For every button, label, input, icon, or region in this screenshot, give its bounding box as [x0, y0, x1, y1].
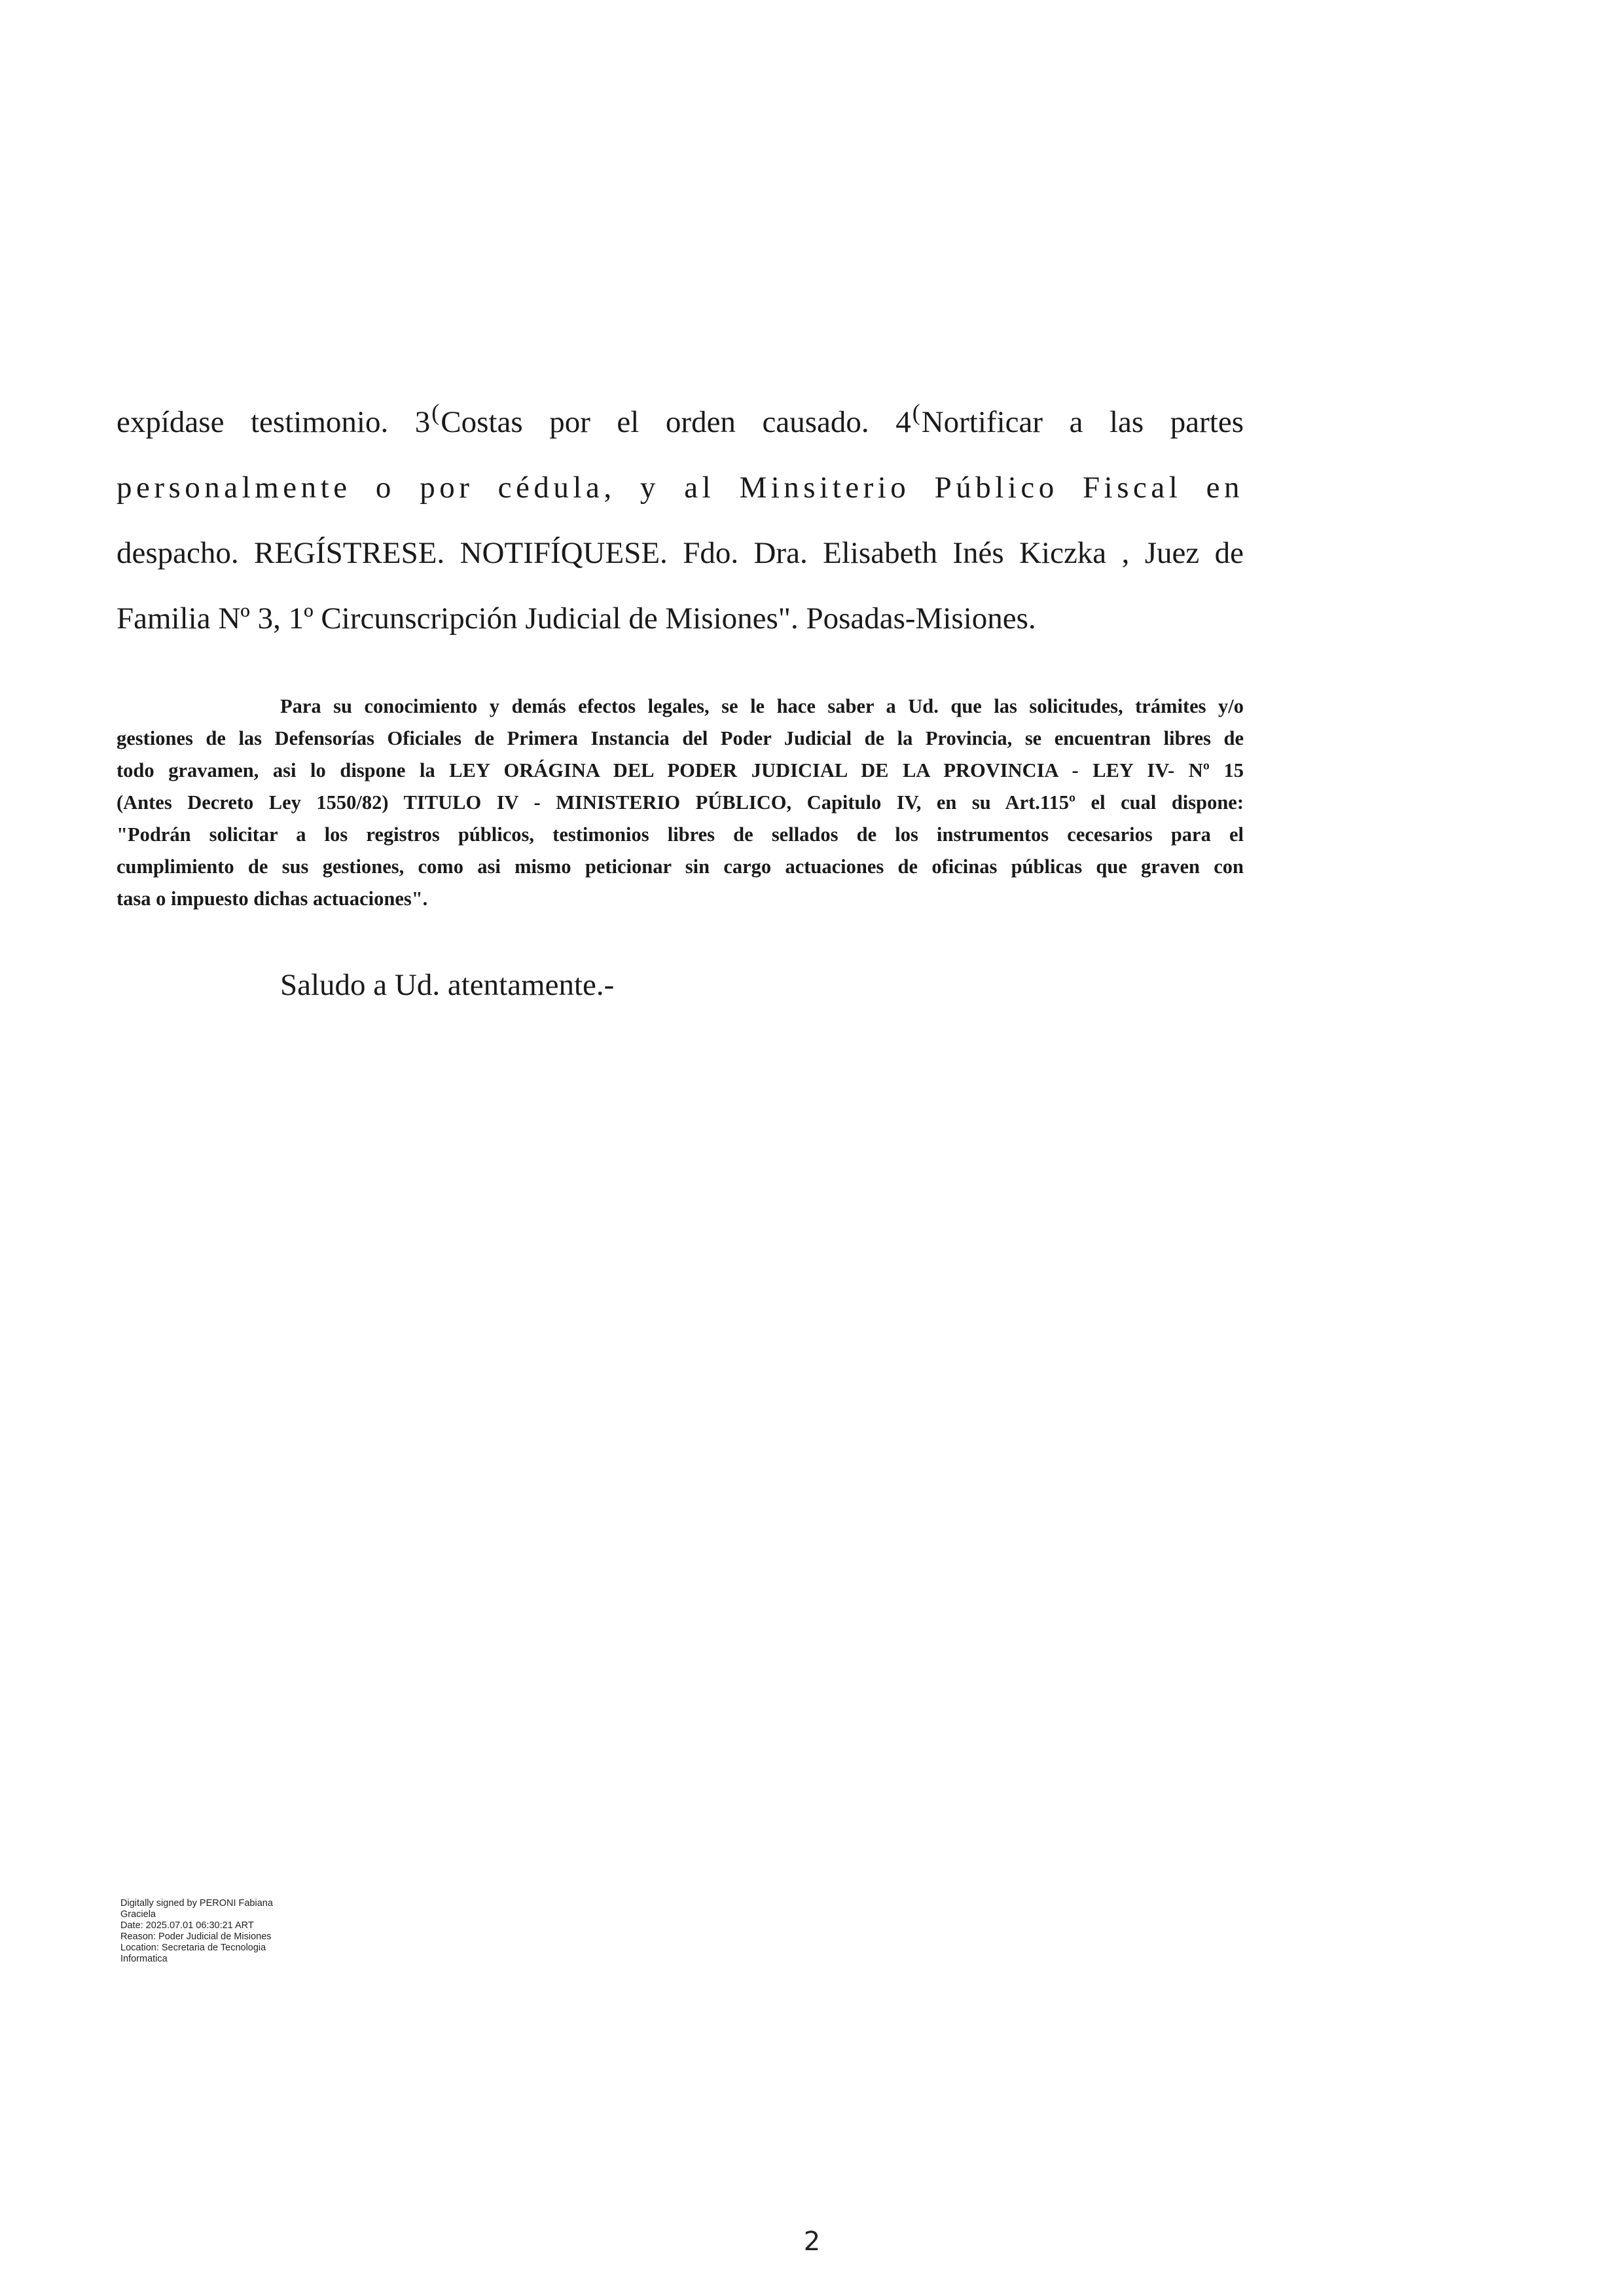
paragraph-line-2: personalmente o por cédula, y al Minsiterio Público Fiscal en: [117, 471, 1244, 505]
paragraph-line-1: [117, 389, 1244, 455]
paragraph-line-3: despacho. REGÍSTRESE. NOTIFÍQUESE. Fdo. Dra. Elisabeth Inés Kiczka , Juez de: [117, 536, 1244, 570]
signature-line: Informatica: [120, 1954, 168, 1964]
notice-line: "Podrán solicitar a los registros públicos, testimonios libres de sellados de los instrumentos cecesarios para el: [117, 823, 1244, 846]
page-number: 2: [803, 2227, 821, 2257]
text-segment: expídase testimonio. 3: [117, 405, 431, 439]
legal-notice: [117, 691, 1244, 915]
signature-line: Reason: Poder Judicial de Misiones: [120, 1931, 272, 1942]
resolution-paragraph: [117, 389, 1244, 651]
notice-line: (Antes Decreto Ley 1550/82) TITULO IV - MINISTERIO PÚBLICO, Capitulo IV, en su Art.115º el cual dispone:: [117, 791, 1244, 814]
notice-line: Para su conocimiento y demás efectos legales, se le hace saber a Ud. que las solicitudes, trámites y/o: [280, 695, 1244, 717]
text-segment: Costas por el orden causado. 4: [441, 405, 911, 439]
signature-line: Date: 2025.07.01 06:30:21 ART: [120, 1920, 254, 1931]
paragraph-line-4: Familia Nº 3, 1º Circunscripción Judicial de Misiones". Posadas-Misiones.: [117, 601, 1036, 636]
superscript-parenthesis: (: [912, 399, 920, 425]
signature-line: Graciela: [120, 1909, 156, 1920]
superscript-parenthesis: (: [431, 399, 440, 425]
digital-signature-stamp: [120, 1898, 317, 1965]
signature-line: Digitally signed by PERONI Fabiana: [120, 1898, 273, 1909]
signature-line: Location: Secretaria de Tecnologia: [120, 1943, 266, 1953]
notice-line: todo gravamen, asi lo dispone la LEY ORÁGINA DEL PODER JUDICIAL DE LA PROVINCIA - LEY IV- Nº 15: [117, 759, 1244, 781]
notice-line: gestiones de las Defensorías Oficiales de Primera Instancia del Poder Judicial de la Provincia, se encuentran libres de: [117, 727, 1244, 749]
notice-line: tasa o impuesto dichas actuaciones".: [117, 888, 428, 910]
notice-line: cumplimiento de sus gestiones, como asi mismo peticionar sin cargo actuaciones de oficinas públicas que graven con: [117, 855, 1244, 878]
closing-salutation: Saludo a Ud. atentamente.-: [280, 968, 615, 1002]
text-segment: Nortificar a las partes: [921, 405, 1244, 439]
